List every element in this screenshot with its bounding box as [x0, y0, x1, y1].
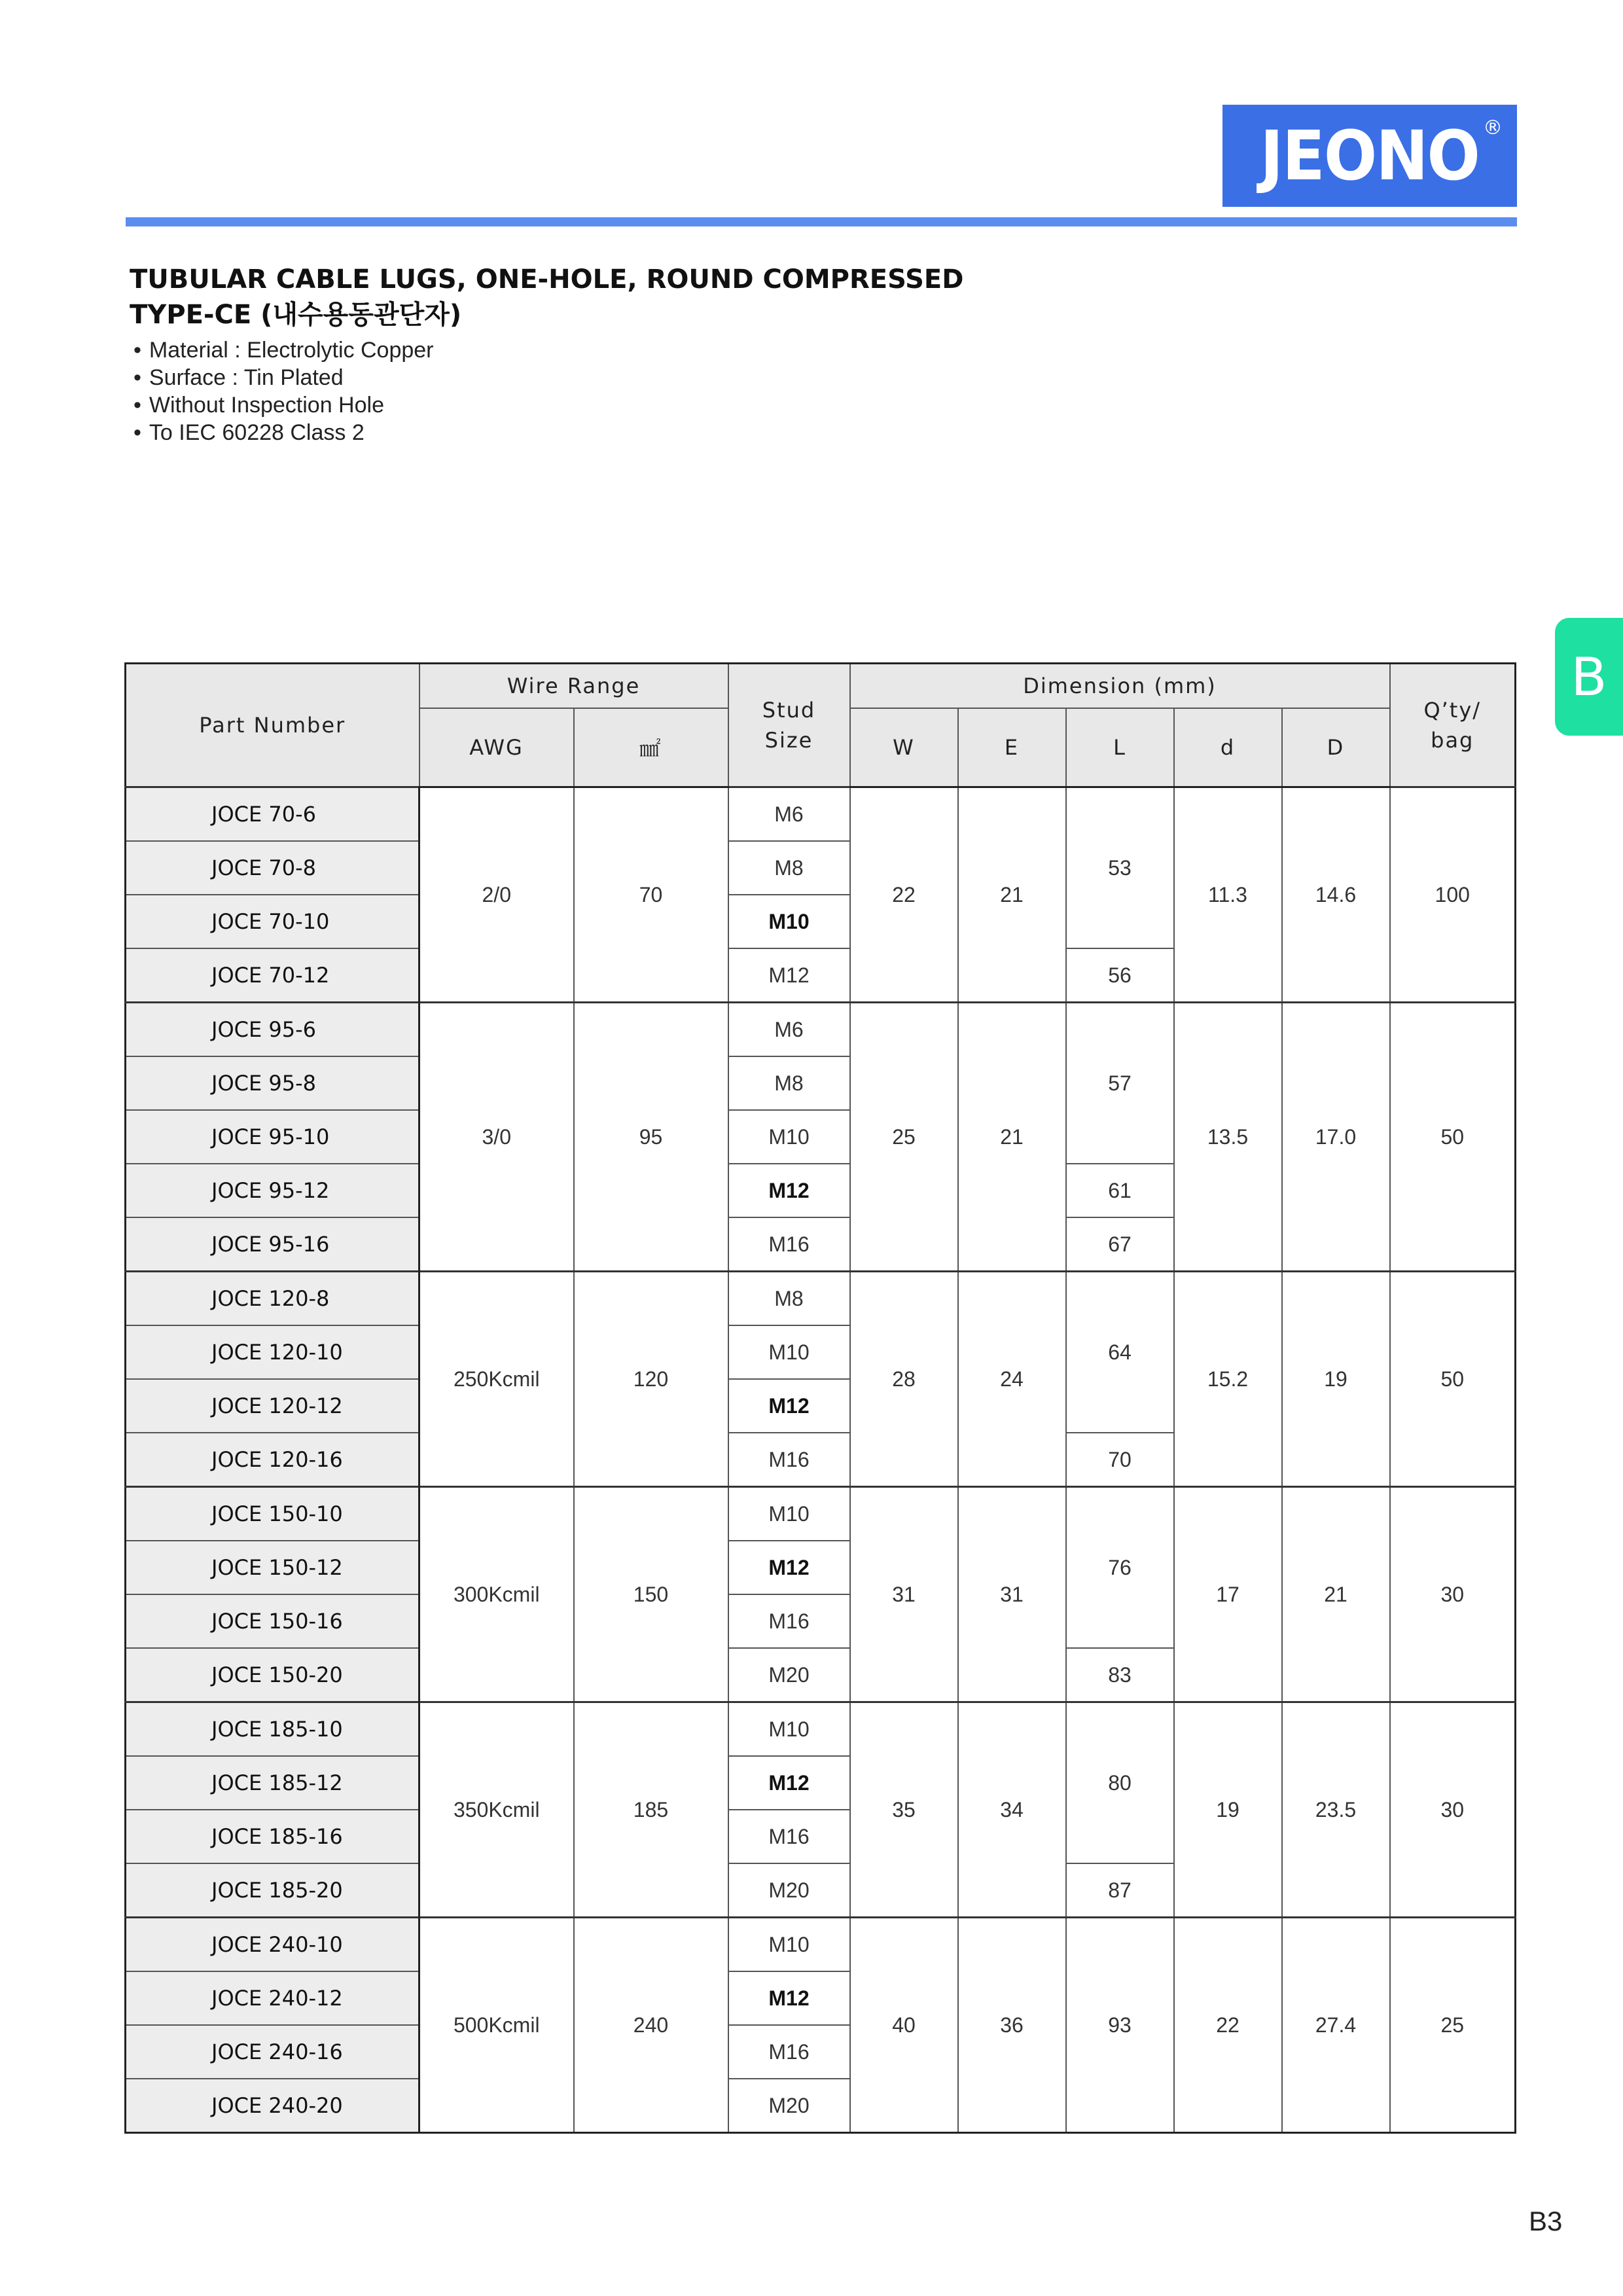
page-number: B3	[1529, 2206, 1563, 2236]
awg-cell: 2/0	[419, 787, 574, 1003]
stud-size-cell: M12	[728, 1379, 850, 1433]
header-wire-range: Wire Range	[419, 664, 728, 709]
mm2-cell: 120	[574, 1272, 728, 1487]
l-cell: 56	[1066, 948, 1174, 1003]
part-number-cell: JOCE 120-10	[126, 1325, 419, 1379]
table-row	[126, 787, 1516, 842]
header-qty: Q’ty/ bag	[1390, 664, 1516, 787]
stud-size-cell: M12	[728, 1164, 850, 1217]
qty-cell: 30	[1390, 1702, 1516, 1918]
d-cell: 19	[1174, 1702, 1282, 1918]
section-tab: B	[1555, 618, 1623, 736]
spec-item-inspection: • Without Inspection Hole	[134, 391, 434, 419]
stud-size-cell: M16	[728, 1433, 850, 1487]
l-cell: 64	[1066, 1272, 1174, 1433]
part-number-cell: JOCE 95-16	[126, 1217, 419, 1272]
part-number-cell: JOCE 185-12	[126, 1756, 419, 1810]
table-row	[126, 1487, 1516, 1541]
spec-item-standard: • To IEC 60228 Class 2	[134, 419, 434, 446]
stud-size-cell: M10	[728, 1110, 850, 1164]
spec-table	[124, 662, 1516, 2134]
w-cell: 35	[850, 1702, 958, 1918]
awg-cell: 3/0	[419, 1003, 574, 1272]
header-e: E	[958, 708, 1066, 787]
stud-size-cell: M10	[728, 895, 850, 948]
part-number-cell: JOCE 120-16	[126, 1433, 419, 1487]
stud-size-cell: M16	[728, 1810, 850, 1863]
spec-item-surface: • Surface : Tin Plated	[134, 364, 434, 391]
stud-size-cell: M16	[728, 1217, 850, 1272]
stud-size-cell: M20	[728, 1648, 850, 1702]
l-cell: 53	[1066, 787, 1174, 949]
l-cell: 87	[1066, 1863, 1174, 1918]
part-number-cell: JOCE 150-20	[126, 1648, 419, 1702]
part-number-cell: JOCE 240-10	[126, 1918, 419, 1972]
stud-size-cell: M8	[728, 1056, 850, 1110]
table-body	[126, 787, 1516, 2133]
header-part-number: Part Number	[126, 664, 419, 787]
registered-mark: ®	[1483, 117, 1503, 139]
w-cell: 28	[850, 1272, 958, 1487]
D-cell: 27.4	[1282, 1918, 1390, 2133]
brand-name: JEONO	[1260, 116, 1480, 196]
header-l: L	[1066, 708, 1174, 787]
mm2-cell: 185	[574, 1702, 728, 1918]
d-cell: 11.3	[1174, 787, 1282, 1003]
stud-size-cell: M8	[728, 841, 850, 895]
e-cell: 21	[958, 787, 1066, 1003]
table-row	[126, 1272, 1516, 1326]
l-cell: 61	[1066, 1164, 1174, 1217]
D-cell: 21	[1282, 1487, 1390, 1702]
l-cell: 70	[1066, 1433, 1174, 1487]
part-number-cell: JOCE 70-6	[126, 787, 419, 842]
header-dimension: Dimension (mm)	[850, 664, 1390, 709]
l-cell: 76	[1066, 1487, 1174, 1649]
D-cell: 17.0	[1282, 1003, 1390, 1272]
mm2-cell: 70	[574, 787, 728, 1003]
spec-list	[134, 336, 434, 446]
stud-size-cell: M10	[728, 1918, 850, 1972]
part-number-cell: JOCE 120-8	[126, 1272, 419, 1326]
stud-size-cell: M16	[728, 1594, 850, 1648]
mm2-cell: 95	[574, 1003, 728, 1272]
qty-cell: 30	[1390, 1487, 1516, 1702]
part-number-cell: JOCE 95-8	[126, 1056, 419, 1110]
table-row	[126, 1918, 1516, 1972]
stud-size-cell: M10	[728, 1487, 850, 1541]
part-number-cell: JOCE 150-16	[126, 1594, 419, 1648]
part-number-cell: JOCE 185-10	[126, 1702, 419, 1757]
l-cell: 57	[1066, 1003, 1174, 1164]
mm2-cell: 150	[574, 1487, 728, 1702]
part-number-cell: JOCE 185-20	[126, 1863, 419, 1918]
header-d: d	[1174, 708, 1282, 787]
qty-cell: 25	[1390, 1918, 1516, 2133]
e-cell: 24	[958, 1272, 1066, 1487]
part-number-cell: JOCE 70-8	[126, 841, 419, 895]
stud-size-cell: M20	[728, 1863, 850, 1918]
header-stud-size: Stud Size	[728, 664, 850, 787]
D-cell: 23.5	[1282, 1702, 1390, 1918]
d-cell: 22	[1174, 1918, 1282, 2133]
l-cell: 80	[1066, 1702, 1174, 1864]
table-row	[126, 1702, 1516, 1757]
e-cell: 34	[958, 1702, 1066, 1918]
stud-size-cell: M8	[728, 1272, 850, 1326]
stud-size-cell: M20	[728, 2079, 850, 2133]
stud-size-cell: M12	[728, 1971, 850, 2025]
stud-size-cell: M6	[728, 1003, 850, 1057]
w-cell: 40	[850, 1918, 958, 2133]
l-cell: 93	[1066, 1918, 1174, 2133]
D-cell: 14.6	[1282, 787, 1390, 1003]
header-awg: AWG	[419, 708, 574, 787]
qty-cell: 50	[1390, 1003, 1516, 1272]
awg-cell: 350Kcmil	[419, 1702, 574, 1918]
stud-size-cell: M10	[728, 1325, 850, 1379]
spec-table-wrap	[124, 662, 1516, 2134]
part-number-cell: JOCE 150-10	[126, 1487, 419, 1541]
page-title	[130, 262, 963, 332]
e-cell: 31	[958, 1487, 1066, 1702]
part-number-cell: JOCE 70-10	[126, 895, 419, 948]
header-mm2: ㎟	[574, 708, 728, 787]
stud-size-cell: M10	[728, 1702, 850, 1757]
part-number-cell: JOCE 240-16	[126, 2025, 419, 2079]
part-number-cell: JOCE 95-12	[126, 1164, 419, 1217]
d-cell: 13.5	[1174, 1003, 1282, 1272]
stud-size-cell: M12	[728, 1756, 850, 1810]
part-number-cell: JOCE 95-10	[126, 1110, 419, 1164]
title-line-1: TUBULAR CABLE LUGS, ONE-HOLE, ROUND COMPRESSED	[130, 264, 964, 295]
brand-logo	[1222, 105, 1517, 207]
qty-cell: 100	[1390, 787, 1516, 1003]
header-w: W	[850, 708, 958, 787]
e-cell: 36	[958, 1918, 1066, 2133]
l-cell: 67	[1066, 1217, 1174, 1272]
table-row	[126, 1003, 1516, 1057]
stud-size-cell: M12	[728, 1541, 850, 1594]
part-number-cell: JOCE 185-16	[126, 1810, 419, 1863]
mm2-cell: 240	[574, 1918, 728, 2133]
part-number-cell: JOCE 150-12	[126, 1541, 419, 1594]
part-number-cell: JOCE 95-6	[126, 1003, 419, 1057]
qty-cell: 50	[1390, 1272, 1516, 1487]
w-cell: 22	[850, 787, 958, 1003]
spec-item-material: • Material : Electrolytic Copper	[134, 336, 434, 364]
l-cell: 83	[1066, 1648, 1174, 1702]
stud-size-cell: M12	[728, 948, 850, 1003]
header-rule	[126, 217, 1517, 226]
awg-cell: 300Kcmil	[419, 1487, 574, 1702]
header-D: D	[1282, 708, 1390, 787]
part-number-cell: JOCE 120-12	[126, 1379, 419, 1433]
stud-size-cell: M6	[728, 787, 850, 842]
part-number-cell: JOCE 240-20	[126, 2079, 419, 2133]
title-line-2: TYPE-CE (내수용동관단자)	[130, 300, 462, 330]
w-cell: 31	[850, 1487, 958, 1702]
e-cell: 21	[958, 1003, 1066, 1272]
stud-size-cell: M16	[728, 2025, 850, 2079]
part-number-cell: JOCE 240-12	[126, 1971, 419, 2025]
awg-cell: 500Kcmil	[419, 1918, 574, 2133]
w-cell: 25	[850, 1003, 958, 1272]
awg-cell: 250Kcmil	[419, 1272, 574, 1487]
part-number-cell: JOCE 70-12	[126, 948, 419, 1003]
D-cell: 19	[1282, 1272, 1390, 1487]
d-cell: 15.2	[1174, 1272, 1282, 1487]
d-cell: 17	[1174, 1487, 1282, 1702]
